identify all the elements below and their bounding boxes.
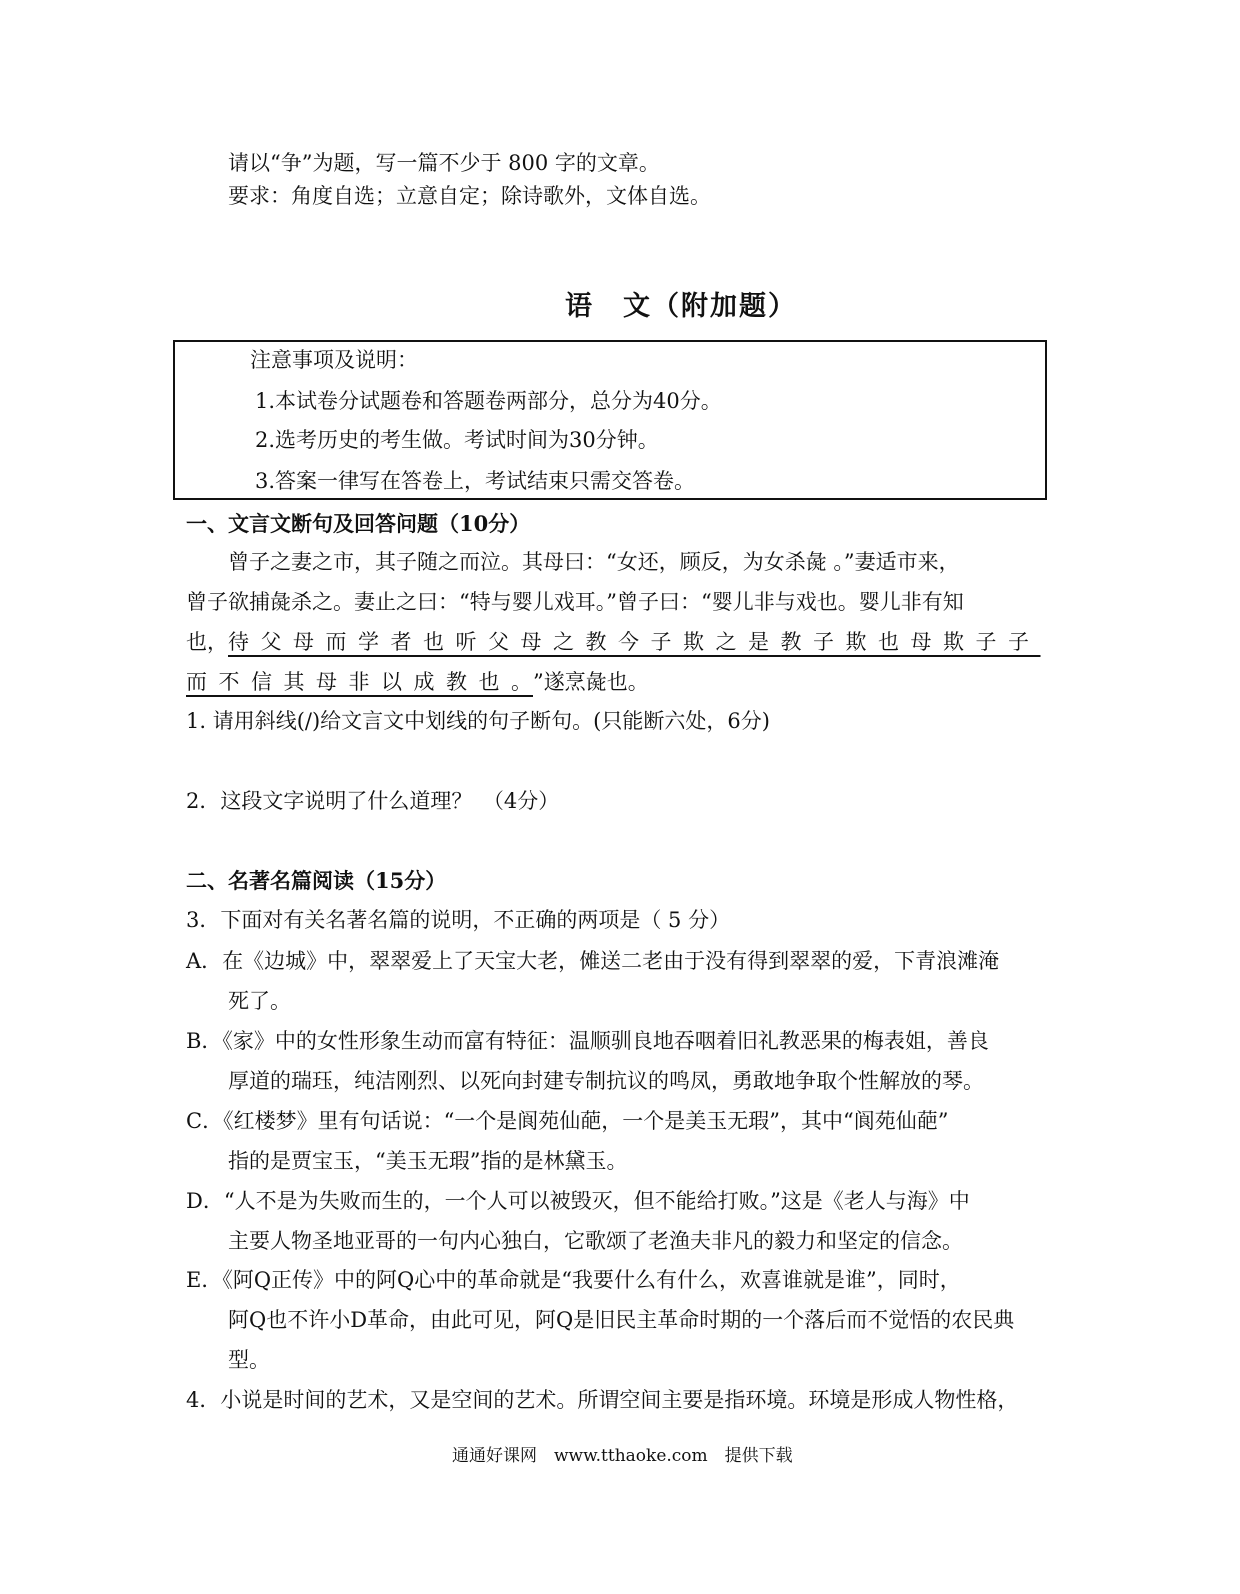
question-4: 4．小说是时间的艺术，又是空间的艺术。所谓空间主要是指环境。环境是形成人物性格， xyxy=(186,1388,1019,1412)
notice-item-3: 3.答案一律写在答卷上，考试结束只需交答卷。 xyxy=(255,469,696,493)
question-2: 2．这段文字说明了什么道理？ （4分） xyxy=(186,789,560,813)
notice-heading: 注意事项及说明： xyxy=(250,348,418,372)
option-e-line-3: 型。 xyxy=(228,1348,270,1372)
question-1: 1. 请用斜线(/)给文言文中划线的句子断句。(只能断六处，6分) xyxy=(186,709,770,733)
section-title: 语 文（附加题） xyxy=(565,291,797,322)
option-d-line-1: D．“人不是为失败而生的，一个人可以被毁灭，但不能给打败。”这是《老人与海》中 xyxy=(186,1189,970,1213)
part2-heading: 二、名著名篇阅读（15分） xyxy=(186,868,447,893)
essay-requirements: 要求：角度自选；立意自定；除诗歌外，文体自选。 xyxy=(228,184,711,208)
option-b-line-1: B．《家》中的女性形象生动而富有特征：温顺驯良地吞咽着旧礼教恶果的梅表姐，善良 xyxy=(186,1029,989,1053)
passage-line-4-underlined: 而不信其母非以成教也。 xyxy=(186,670,533,694)
option-e-line-2: 阿Q也不许小D革命，由此可见，阿Q是旧民主革命时期的一个落后而不觉悟的农民典 xyxy=(228,1308,1015,1332)
passage-line-4-plain: ”遂烹彘也。 xyxy=(533,670,649,694)
footer-credit: 通通好课网 www.tthaoke.com 提供下载 xyxy=(452,1446,793,1466)
option-d-line-2: 主要人物圣地亚哥的一句内心独白，它歌颂了老渔夫非凡的毅力和坚定的信念。 xyxy=(228,1229,963,1253)
passage-line-3-underlined: 待父母而学者也听父母之教今子欺之是教子欺也母欺子子 xyxy=(228,630,1041,654)
option-a-line-2: 死了。 xyxy=(228,989,291,1013)
option-b-line-2: 厚道的瑞珏，纯洁刚烈、以死向封建专制抗议的鸣凤，勇敢地争取个性解放的琴。 xyxy=(228,1069,984,1093)
passage-line-3-plain: 也， xyxy=(186,630,228,654)
passage-line-3 xyxy=(186,622,1041,662)
option-c-line-1: C．《红楼梦》里有句话说：“一个是阆苑仙葩，一个是美玉无瑕”，其中“阆苑仙葩” xyxy=(186,1109,949,1133)
notice-item-2: 2.选考历史的考生做。考试时间为30分钟。 xyxy=(255,428,659,452)
essay-prompt: 请以“争”为题，写一篇不少于 800 字的文章。 xyxy=(228,151,660,175)
passage-line-2: 曾子欲捕彘杀之。妻止之曰：“特与婴儿戏耳。”曾子曰：“婴儿非与戏也。婴儿非有知 xyxy=(186,590,964,614)
option-e-line-1: E．《阿Q正传》中的阿Q心中的革命就是“我要什么有什么，欢喜谁就是谁”，同时， xyxy=(186,1268,961,1292)
question-3: 3．下面对有关名著名篇的说明，不正确的两项是（ 5 分） xyxy=(186,908,731,932)
notice-item-1: 1.本试卷分试题卷和答题卷两部分，总分为40分。 xyxy=(255,389,722,413)
passage-line-1: 曾子之妻之市，其子随之而泣。其母曰：“女还，顾反，为女杀彘 。”妻适市来， xyxy=(228,550,960,574)
option-a-line-1: A．在《边城》中，翠翠爱上了天宝大老，傩送二老由于没有得到翠翠的爱，下青浪滩淹 xyxy=(186,949,1000,973)
option-c-line-2: 指的是贾宝玉，“美玉无瑕”指的是林黛玉。 xyxy=(228,1149,628,1173)
part1-heading: 一、文言文断句及回答问题（10分） xyxy=(186,511,531,536)
passage-line-4 xyxy=(186,662,649,702)
